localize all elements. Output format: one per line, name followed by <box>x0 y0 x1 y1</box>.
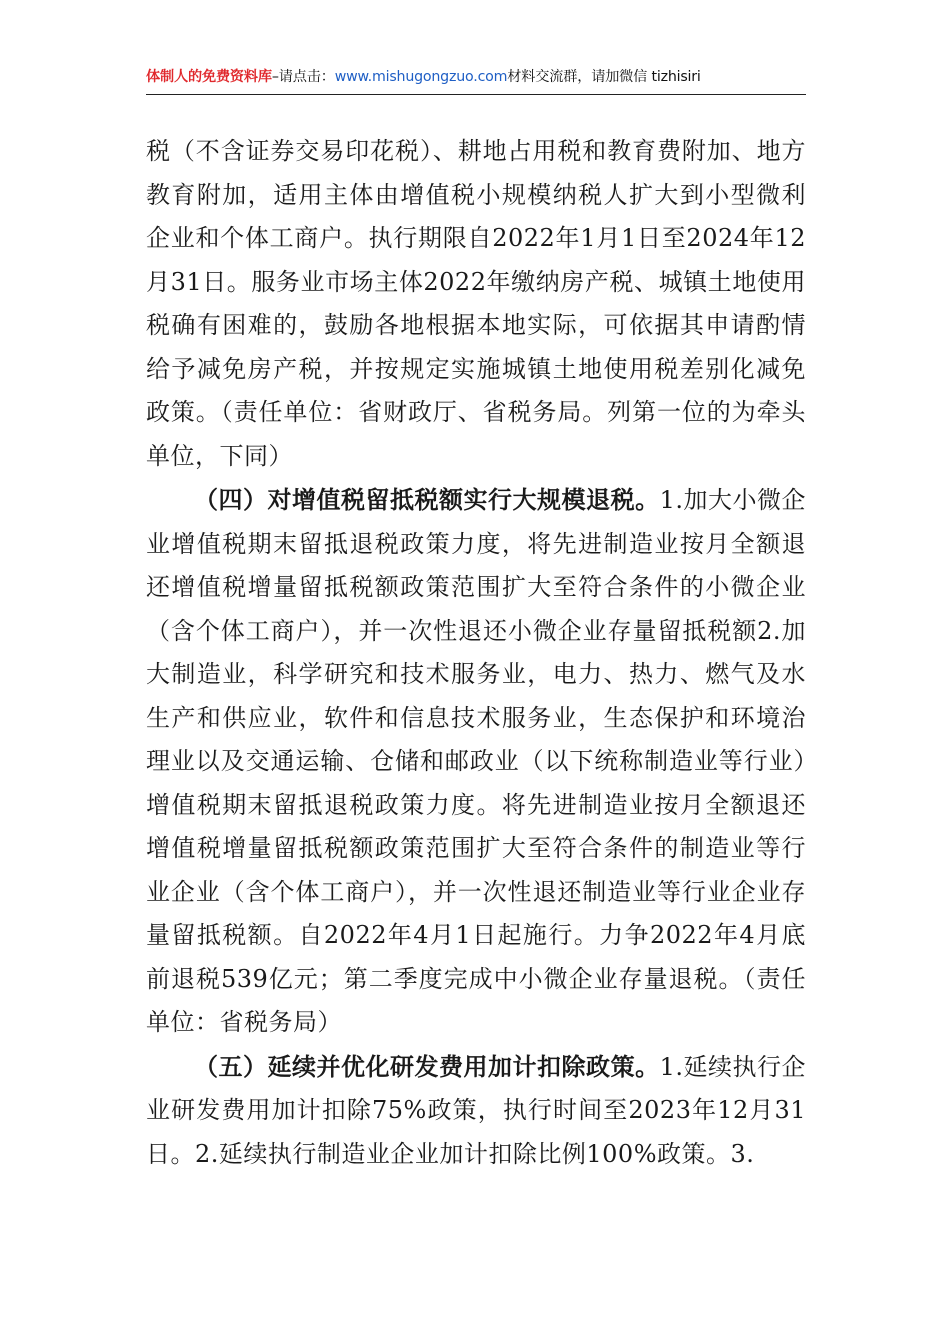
paragraph-text: 1.延续执行企业研发费用加计扣除75%政策，执行时间至2023年12月31日。2.延续执行制造业企业加计扣除比例100%政策。3. <box>146 1052 806 1168</box>
paragraph-text: 税（不含证券交易印花税）、耕地占用税和教育费附加、地方教育附加，适用主体由增值税小规模纳税人扩大到小型微利企业和个体工商户。执行期限自2022年1月1日至2024年12月31日。服务业市场主体2022年缴纳房产税、城镇土地使用税确有困难的，鼓励各地根据本地实际，可依据其申请酌情给予减免房产税，并按规定实施城镇土地使用税差别化减免政策。（责任单位：省财政厅、省税务局。列第一位的为牵头单位，下同） <box>146 137 806 470</box>
paragraph-section-4 <box>146 478 806 1045</box>
header-prompt: –请点击： <box>271 69 335 85</box>
paragraph-text: 1.加大小微企业增值税期末留抵退税政策力度，将先进制造业按月全额退还增值税增量留抵税额政策范围扩大至符合条件的小微企业（含个体工商户），并一次性退还小微企业存量留抵税额2.加大制造业，科学研究和技术服务业，电力、热力、燃气及水生产和供应业，软件和信息技术服务业，生态保护和环境治理业以及交通运输、仓储和邮政业（以下统称制造业等行业）增值税期末留抵退税政策力度。将先进制造业按月全额退还增值税增量留抵税额政策范围扩大至符合条件的制造业等行业企业（含个体工商户），并一次性退还制造业等行业企业存量留抵税额。自2022年4月1日起施行。力争2022年4月底前退税539亿元；第二季度完成中小微企业存量退税。（责任单位：省税务局） <box>146 486 806 1036</box>
document-body <box>146 130 806 1176</box>
page-header <box>146 64 806 95</box>
header-brand: 体制人的免费资料库 <box>146 69 272 85</box>
header-tail: 材料交流群，请加微信 tizhisiri <box>507 69 701 85</box>
paragraph-continuation <box>146 130 806 478</box>
section-heading: （五）延续并优化研发费用加计扣除政策。 <box>194 1051 660 1081</box>
paragraph-section-5 <box>146 1045 806 1177</box>
section-heading: （四）对增值税留抵税额实行大规模退税。 <box>194 485 660 514</box>
header-link[interactable]: www.mishugongzuo.com <box>334 69 508 85</box>
